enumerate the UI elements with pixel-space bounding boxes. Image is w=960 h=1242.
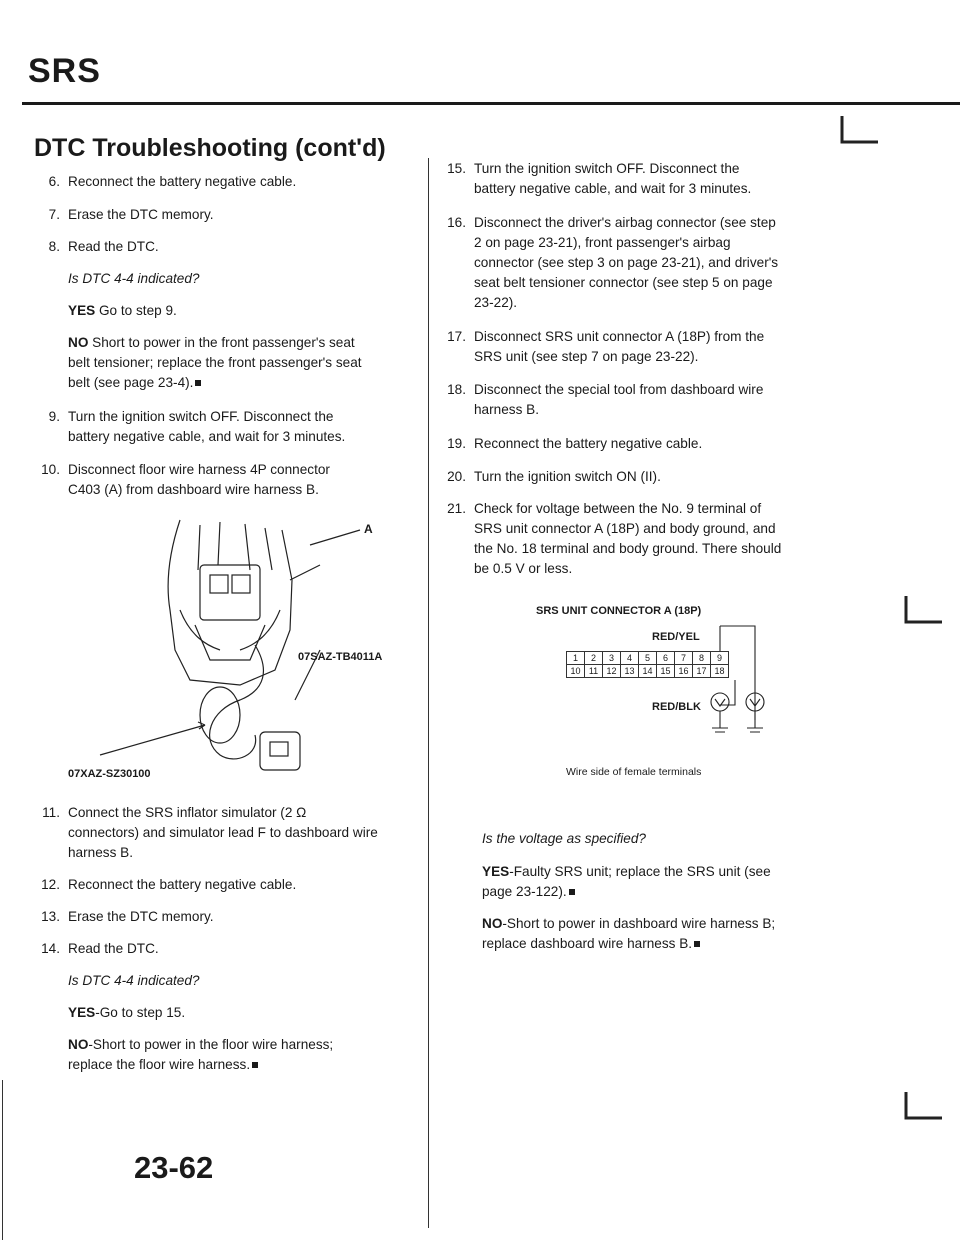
pin-cell: 11 xyxy=(585,665,603,678)
step-text: 23-22). xyxy=(474,295,518,310)
step-text: be 0.5 V or less. xyxy=(474,561,573,576)
yes-label: YES xyxy=(68,1005,96,1020)
step-number: 13. xyxy=(41,909,60,924)
step-text: SRS unit (see step 7 on page 23-22). xyxy=(474,349,699,364)
corner-mark-icon xyxy=(838,112,886,152)
yes-text: Faulty SRS unit; replace the SRS unit (see xyxy=(513,864,771,879)
question-1: Is DTC 4-4 indicated? xyxy=(68,271,200,286)
step-number: 12. xyxy=(41,877,60,892)
binding-edge-line xyxy=(2,1080,3,1240)
callout-a: A xyxy=(364,522,373,536)
pin-cell: 7 xyxy=(675,652,693,665)
step-text: Reconnect the battery negative cable. xyxy=(68,877,297,892)
step-text: connectors) and simulator lead F to dashboard wire xyxy=(68,825,378,840)
end-bullet-icon xyxy=(694,941,700,947)
step-text: seat belt tensioner connector (see step 5 on page xyxy=(474,275,773,290)
yes-label: YES xyxy=(482,864,510,879)
yes-branch-3: YES-Faulty SRS unit; replace the SRS unit (see page 23-122). xyxy=(482,864,771,899)
step-text: Erase the DTC memory. xyxy=(68,909,214,924)
end-bullet-icon xyxy=(252,1062,258,1068)
step-text: Erase the DTC memory. xyxy=(68,207,214,222)
diagram-title: SRS UNIT CONNECTOR A (18P) xyxy=(536,605,702,617)
corner-mark-icon xyxy=(902,1088,950,1128)
step-text: Reconnect the battery negative cable. xyxy=(68,174,297,189)
step-text: battery negative cable, and wait for 3 minutes. xyxy=(474,181,752,196)
leader-a xyxy=(310,530,360,545)
no-text: Short to power in the front passenger's seat xyxy=(92,335,355,350)
step-text: Check for voltage between the No. 9 terminal of xyxy=(474,501,762,516)
no-text-line: replace dashboard wire harness B. xyxy=(482,936,693,951)
end-bullet-icon xyxy=(569,889,575,895)
corner-mark-icon xyxy=(902,592,950,632)
yes-label: YES xyxy=(68,303,96,318)
no-text: Short to power in dashboard wire harness B; xyxy=(506,916,776,931)
simulator-cable xyxy=(210,645,264,759)
tool-number-1: 07SAZ-TB4011A xyxy=(298,651,383,663)
voltmeter-wiring-icon xyxy=(560,620,780,750)
step-text: the No. 18 terminal and body ground. There should xyxy=(474,541,782,556)
pin-cell: 2 xyxy=(585,652,603,665)
page-number: 23-62 xyxy=(134,1150,214,1185)
wire-label-red-blk: RED/BLK xyxy=(652,701,701,713)
step-text: 2 on page 23-21), front passenger's airbag xyxy=(474,235,731,250)
pin-cell: 12 xyxy=(603,665,621,678)
step-text: harness B. xyxy=(68,845,133,860)
step-text: Turn the ignition switch OFF. Disconnect the xyxy=(68,409,334,424)
step-text: connector (see step 3 on page 23-21), and driver's xyxy=(474,255,779,270)
pin-cell: 10 xyxy=(567,665,585,678)
end-bullet-icon xyxy=(195,380,201,386)
pin-cell: 16 xyxy=(675,665,693,678)
step-text: Reconnect the battery negative cable. xyxy=(474,436,703,451)
pin-cell: 14 xyxy=(639,665,657,678)
no-branch-1 xyxy=(68,333,362,393)
header-rule xyxy=(22,102,960,105)
pin-cell: 17 xyxy=(693,665,711,678)
connector-tool-figure xyxy=(60,510,440,780)
step-number: 6. xyxy=(48,174,60,189)
page-title: DTC Troubleshooting (cont'd) xyxy=(34,134,386,162)
no-branch-3: NO-Short to power in dashboard wire harness B; replace dashboard wire harness B. xyxy=(482,916,776,951)
simulator-box xyxy=(260,732,300,770)
step-number: 19. xyxy=(447,436,466,451)
question-2: Is DTC 4-4 indicated? xyxy=(68,973,200,988)
voltmeter-icon-1 xyxy=(711,693,729,711)
question-3: Is the voltage as specified? xyxy=(482,831,646,846)
step-text: Read the DTC. xyxy=(68,941,159,956)
step-text: SRS unit connector A (18P) and body ground, and xyxy=(474,521,776,536)
step-number: 14. xyxy=(41,941,60,956)
column-divider xyxy=(428,158,429,1228)
step-number: 21. xyxy=(447,501,466,516)
no-text-line: belt (see page 23-4). xyxy=(68,375,194,390)
step-number: 20. xyxy=(447,469,466,484)
wire-label-red-yel: RED/YEL xyxy=(652,631,700,643)
pin-cell: 1 xyxy=(567,652,585,665)
pin-cell: 5 xyxy=(639,652,657,665)
pin-cell: 15 xyxy=(657,665,675,678)
header-section: SRS xyxy=(28,52,101,90)
no-text: Short to power in the floor wire harness; xyxy=(92,1037,334,1052)
step-text: Read the DTC. xyxy=(68,239,159,254)
step-text: Disconnect SRS unit connector A (18P) from the xyxy=(474,329,765,344)
step-number: 15. xyxy=(447,161,466,176)
step-text: Turn the ignition switch ON (II). xyxy=(474,469,661,484)
step-text: Connect the SRS inflator simulator (2 Ω xyxy=(68,805,307,820)
step-number: 10. xyxy=(41,462,60,477)
pin-cell: 6 xyxy=(657,652,675,665)
no-branch-2: NO-Short to power in the floor wire harness; replace the floor wire harness. xyxy=(68,1037,334,1072)
step-number: 18. xyxy=(447,382,466,397)
tool-number-2: 07XAZ-SZ30100 xyxy=(68,768,151,780)
pin-cell: 8 xyxy=(693,652,711,665)
pin-cell: 4 xyxy=(621,652,639,665)
yes-text-line: page 23-122). xyxy=(482,884,567,899)
pin-cell: 13 xyxy=(621,665,639,678)
step-number: 16. xyxy=(447,215,466,230)
no-label: NO xyxy=(68,1037,89,1052)
diagram-caption: Wire side of female terminals xyxy=(566,766,702,778)
pin-cell: 3 xyxy=(603,652,621,665)
no-text-line: replace the floor wire harness. xyxy=(68,1057,251,1072)
step-text: battery negative cable, and wait for 3 minutes. xyxy=(68,429,346,444)
pin-cell: 9 xyxy=(711,652,729,665)
connector-body xyxy=(200,565,260,620)
step-number: 17. xyxy=(447,329,466,344)
step-number: 8. xyxy=(48,239,60,254)
no-label: NO xyxy=(68,335,89,350)
yes-text: Go to step 9. xyxy=(98,303,177,318)
step-text: Disconnect floor wire harness 4P connector xyxy=(68,462,330,477)
step-text: Turn the ignition switch OFF. Disconnect the xyxy=(474,161,740,176)
yes-branch-2: YES-Go to step 15. xyxy=(68,1005,186,1020)
step-text: Disconnect the special tool from dashboard wire xyxy=(474,382,764,397)
step-number: 9. xyxy=(48,409,60,424)
step-number: 7. xyxy=(48,207,60,222)
step-text: C403 (A) from dashboard wire harness B. xyxy=(68,482,319,497)
step-text: Disconnect the driver's airbag connector (see step xyxy=(474,215,776,230)
no-text-line: belt tensioner; replace the front passenger's seat xyxy=(68,355,362,370)
yes-text: Go to step 15. xyxy=(99,1005,186,1020)
pin-cell: 18 xyxy=(711,665,729,678)
step-text: harness B. xyxy=(474,402,539,417)
no-label: NO xyxy=(482,916,503,931)
yes-branch-1 xyxy=(68,301,177,321)
step-number: 11. xyxy=(42,805,60,820)
